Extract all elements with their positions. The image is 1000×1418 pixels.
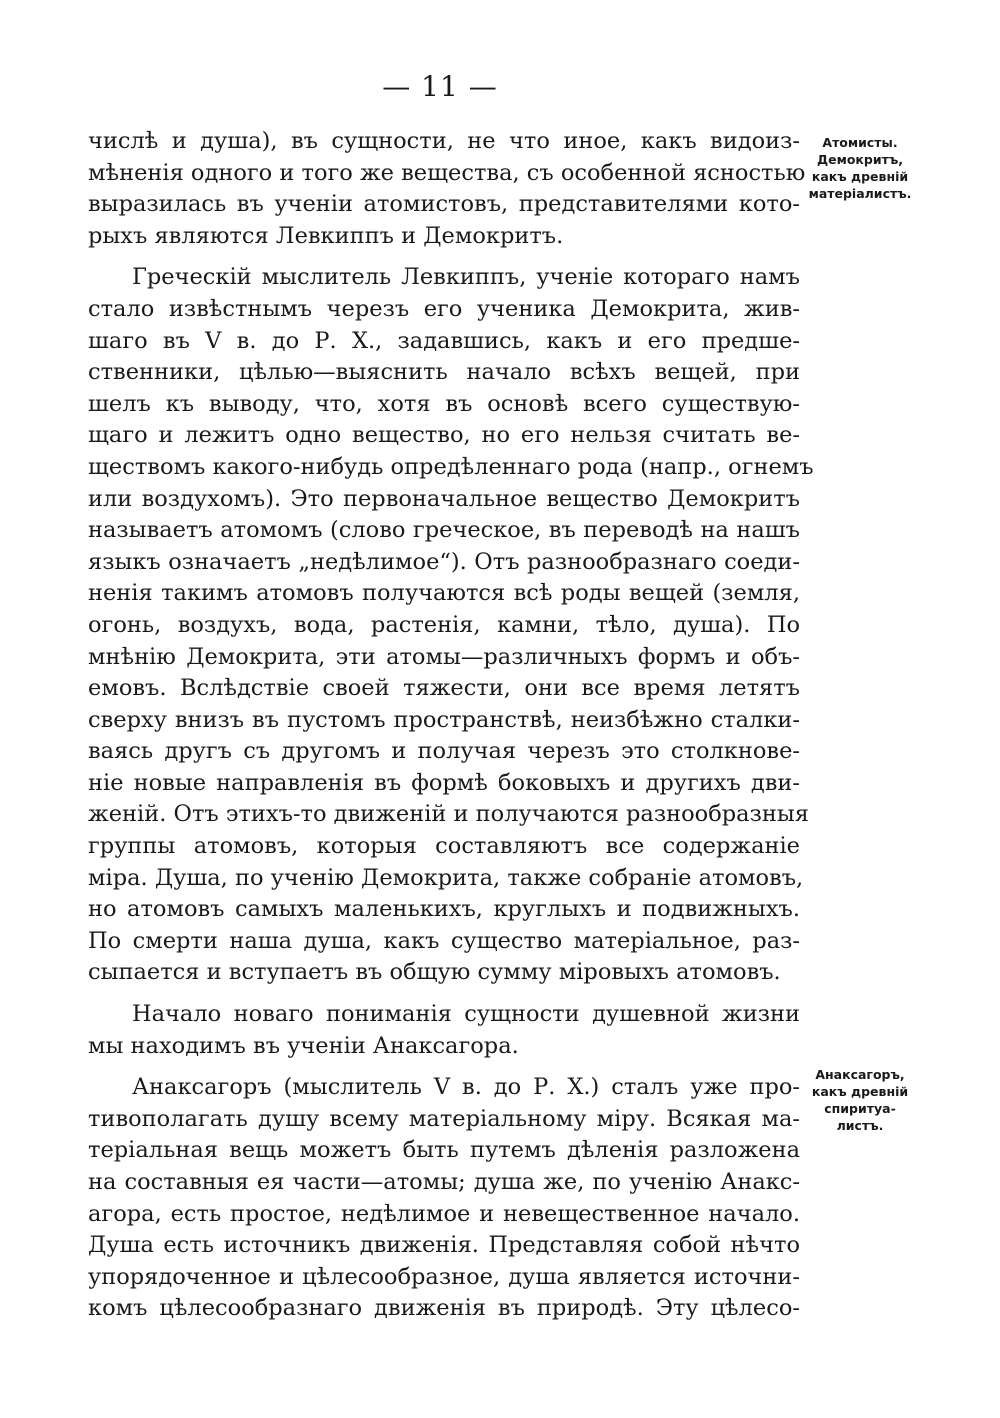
text-line: мнѣнію Демокрита, эти атомы—различныхъ формъ и объ- [88, 643, 800, 670]
paragraph-start-line: Анаксагоръ (мыслитель V в. до Р. Х.) сталъ уже про- [132, 1074, 800, 1101]
text-line: комъ цѣлесообразнаго движенія въ природѣ. Эту цѣлесо- [88, 1295, 800, 1322]
text-line: стало извѣстнымъ черезъ его ученика Демокрита, жив- [88, 295, 800, 322]
text-line: агора, есть простое, недѣлимое и невещественное начало. [88, 1200, 800, 1227]
text-line: рыхъ являются Левкиппъ и Демокритъ. [88, 222, 564, 249]
text-line: ственники, цѣлью—выяснить начало всѣхъ вещей, при [88, 359, 800, 386]
text-line: емовъ. Вслѣдствіе своей тяжести, они все время летятъ [88, 675, 800, 702]
margin-note-line: какъ древній [811, 169, 909, 184]
text-line: женій. Отъ этихъ-то движеній и получаются разнообразныя [88, 801, 809, 828]
text-line: упорядоченное и цѣлесообразное, душа является источни- [88, 1263, 800, 1290]
text-line: щаго и лежитъ одно вещество, но его нельзя считать ве- [88, 422, 800, 449]
text-line: мы находимъ въ ученіи Анаксагора. [88, 1032, 519, 1059]
margin-note-line: какъ древній [811, 1084, 909, 1099]
text-line: По смерти наша душа, какъ существо матеріальное, раз- [88, 927, 800, 954]
margin-note-line: листъ. [836, 1118, 884, 1133]
text-line: мѣненія одного и того же вещества, съ особенной ясностью [88, 159, 806, 186]
margin-note-line: Анаксагоръ, [815, 1067, 905, 1082]
text-line: шаго въ V в. до Р. Х., задавшись, какъ и его предше- [88, 327, 800, 354]
text-line: группы атомовъ, которыя составляютъ все содержаніе [88, 833, 800, 860]
margin-note-anaxagoras [800, 1066, 920, 1134]
text-line: огонь, воздухъ, вода, растенія, камни, тѣло, душа). По [88, 611, 800, 638]
margin-note-line: Атомисты. [822, 135, 898, 150]
paragraph-start-line: Греческій мыслитель Левкиппъ, ученіе котораго намъ [132, 264, 800, 291]
text-line: ненія такимъ атомовъ получаются всѣ роды вещей (земля, [88, 580, 800, 607]
text-line: ществомъ какого-нибудь опредѣленнаго рода (напр., огнемъ [88, 453, 814, 480]
margin-note-line: Демокритъ, [817, 152, 903, 167]
text-line: сверху внизъ въ пустомъ пространствѣ, неизбѣжно сталки- [88, 706, 800, 733]
text-line: но атомовъ самыхъ маленькихъ, круглыхъ и подвижныхъ. [88, 896, 800, 923]
text-line: сыпается и вступаетъ въ общую сумму міровыхъ атомовъ. [88, 959, 781, 986]
text-line: Душа есть источникъ движенія. Представляя собой нѣчто [88, 1232, 800, 1259]
body-text [88, 126, 814, 1325]
text-line: міра. Душа, по ученію Демокрита, также собраніе атомовъ, [88, 864, 804, 891]
text-line: называетъ атомомъ (слово греческое, въ переводѣ на нашъ [88, 517, 800, 544]
margin-note-atomists [800, 134, 920, 202]
text-line: языкъ означаетъ „недѣлимое“). Отъ разнообразнаго соеди- [88, 548, 800, 575]
paragraph-start-line: Начало новаго пониманія сущности душевной жизни [132, 1001, 800, 1028]
margin-note-line: спиритуа- [824, 1101, 896, 1116]
text-line: числѣ и душа), въ сущности, не что иное, какъ видоиз- [88, 128, 800, 154]
text-line: или воздухомъ). Это первоначальное вещество Демокритъ [88, 485, 800, 512]
text-line: шелъ къ выводу, что, хотя въ основѣ всего существую- [88, 390, 800, 417]
text-line: тивополагать душу всему матеріальному міру. Всякая ма- [88, 1105, 800, 1132]
text-line: ніе новые направленія въ формѣ боковыхъ и другихъ дви- [88, 769, 800, 796]
text-line: ваясь другъ съ другомъ и получая черезъ это столкнове- [88, 738, 800, 765]
page-number: — 11 — [382, 70, 498, 103]
text-line: на составныя ея части—атомы; душа же, по ученію Анакс- [88, 1169, 800, 1195]
text-line: выразилась въ ученіи атомистовъ, представителями кото- [88, 191, 800, 218]
text-line: теріальная вещь можетъ быть путемъ дѣленія разложена [88, 1137, 800, 1164]
margin-note-line: матеріалистъ. [808, 186, 912, 201]
